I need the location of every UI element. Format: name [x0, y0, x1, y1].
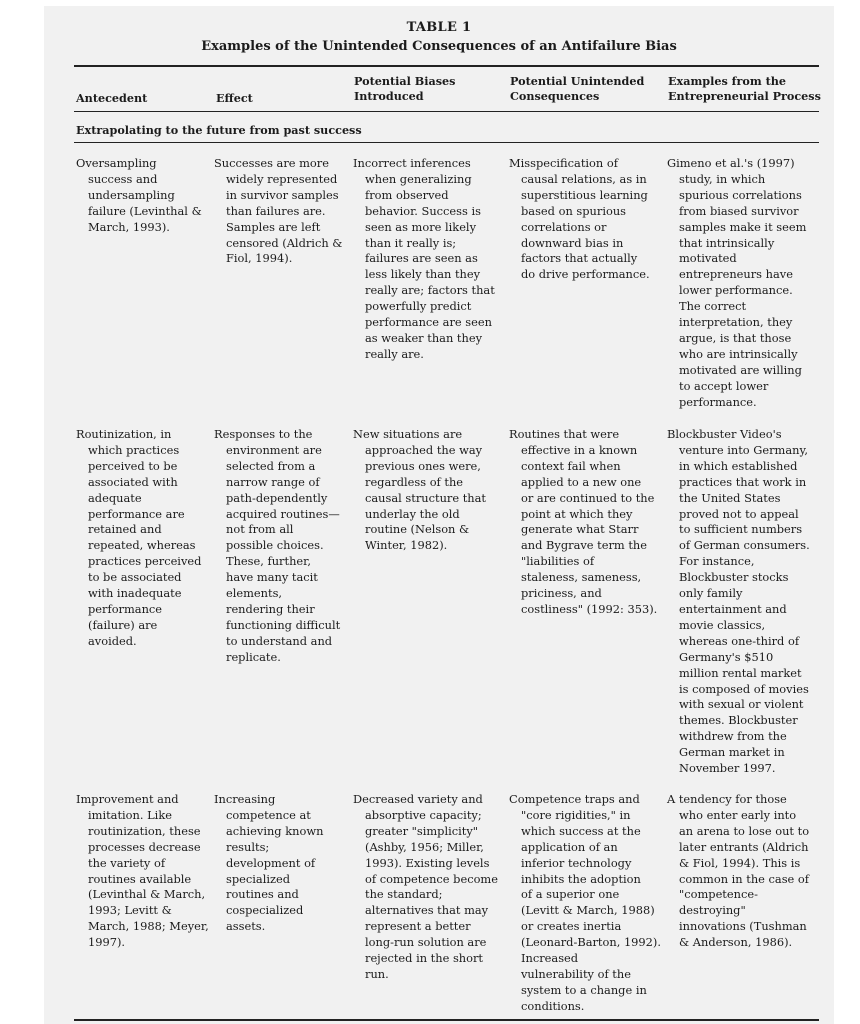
row1-effect: Successes are more widely represented in survivor samples than failures are. Samples are left censored (Aldrich & Fiol, 1994). — [214, 156, 343, 266]
row3-antecedent: Improvement and imitation. Like routinization, these processes decrease the variety of routines available (Levinthal & March, 1993; Levitt & March, 1988; Meyer, 1997). — [76, 792, 209, 950]
top-rule — [74, 65, 819, 67]
header-effect: Effect — [216, 91, 253, 105]
header-examples: Examples from the Entrepreneurial Process — [668, 74, 821, 103]
header-rule — [74, 111, 819, 112]
row1-consequences: Misspecification of causal relations, as in superstitious learning based on spurious correlations or downward bias in factors that actually do drive performance. — [509, 156, 650, 282]
row1-antecedent: Oversampling success and undersampling failure (Levinthal & March, 1993). — [76, 156, 202, 234]
row3-effect: Increasing competence at achieving known results; development of specialized routines and cospecialized assets. — [214, 792, 324, 934]
row1-examples: Gimeno et al.'s (1997) study, in which spurious correlations from biased survivor samples make it seem that intrinsically motivated entrepreneurs have lower performance. The correct interpretation, they argue, is that those who are intrinsically motivated are willing to accept lower performance. — [667, 156, 807, 409]
section-heading: Extrapolating to the future from past success — [76, 123, 362, 137]
header-biases: Potential Biases Introduced — [354, 74, 456, 103]
row2-effect: Responses to the environment are selected from a narrow range of path-dependently acquired routines— not from all possible choices. These, further, have many tacit elements, rendering their functioning difficult to understand and replicate. — [214, 427, 341, 664]
section-rule — [74, 142, 819, 143]
table-page — [44, 6, 834, 1024]
row3-biases: Decreased variety and absorptive capacity; greater "simplicity" (Ashby, 1956; Miller, 1993). Existing levels of competence become the standard; alternatives that may represent a better long-run solution are rejected in the short run. — [353, 792, 498, 981]
row3-examples: A tendency for those who enter early into an arena to lose out to later entrants (Aldrich & Fiol, 1994). This is common in the case of "competence- destroying" innovations (Tushman & Anderson, 1986). — [667, 792, 810, 950]
header-consequences: Potential Unintended Consequences — [510, 74, 645, 103]
row3-consequences: Competence traps and "core rigidities," in which success at the application of an inferior technology inhibits the adoption of a superior one (Levitt & March, 1988) or creates inertia (Leonard-Barton, 1992). Increased vulnerability of the system to a change in conditions. — [509, 792, 661, 1013]
row2-examples: Blockbuster Video's venture into Germany, in which established practices that work in the United States proved not to appeal to sufficient numbers of German consumers. For instance, Blockbuster stocks only family entertainment and movie classics, whereas one-third of Germany's $510 million rental market is composed of movies with sexual or violent themes. Blockbuster withdrew from the German market in November 1997. — [667, 427, 810, 776]
bottom-rule — [74, 1019, 819, 1021]
row2-consequences: Routines that were effective in a known context fail when applied to a new one or are continued to the point at which they generate what Starr and Bygrave term the "liabilities of staleness, sameness, priciness, and costliness" (1992: 353). — [509, 427, 658, 616]
header-antecedent: Antecedent — [76, 91, 148, 105]
row1-biases: Incorrect inferences when generalizing from observed behavior. Success is seen as more likely than it really is; failures are seen as less likely than they really are; factors that powerfully predict performance are seen as weaker than they really are. — [353, 156, 495, 361]
table-caption: Examples of the Unintended Consequences of an Antifailure Bias — [201, 39, 677, 54]
table-number: TABLE 1 — [406, 20, 472, 35]
row2-biases: New situations are approached the way previous ones were, regardless of the causal structure that underlay the old routine (Nelson & Winter, 1982). — [353, 427, 486, 553]
row2-antecedent: Routinization, in which practices perceived to be associated with adequate performance are retained and repeated, whereas practices perceived to be associated with inadequate performance (failure) are avoided. — [76, 427, 202, 648]
